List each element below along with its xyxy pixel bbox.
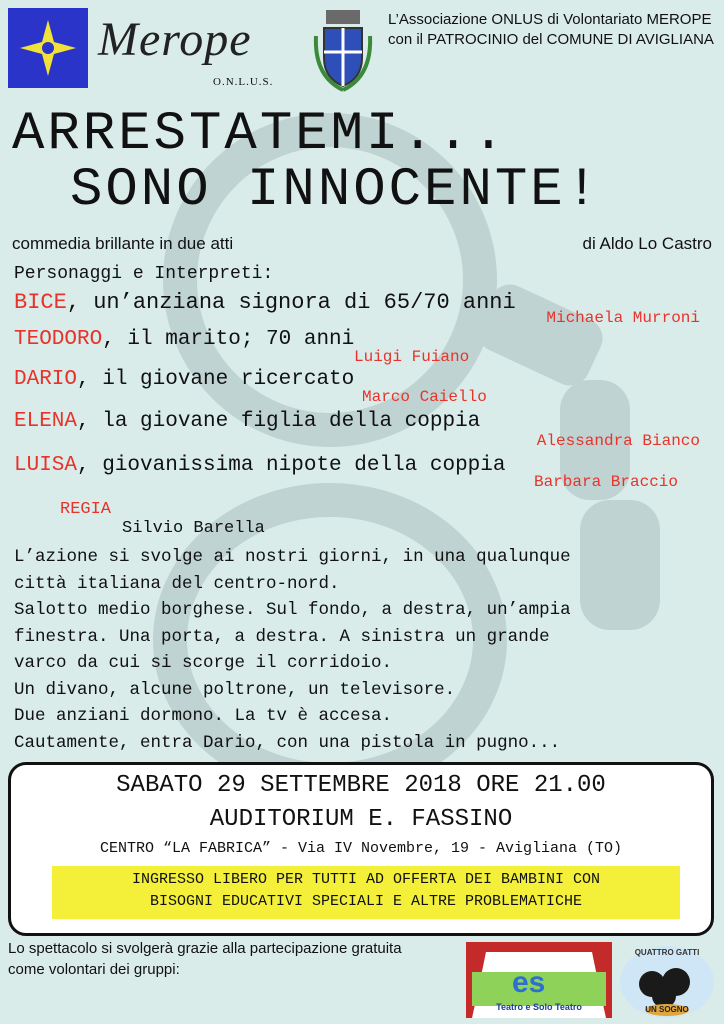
actor-name: Michaela Murroni [546,309,700,327]
direction-label: REGIA [60,500,112,519]
notice-line2: BISOGNI EDUCATIVI SPECIALI E ALTRE PROBLEMATICHE [149,893,583,910]
title-line1: ARRESTATEMI... [12,104,508,165]
synopsis-line: L’azione si svolge ai nostri giorni, in una qualunque [14,547,571,567]
group1-small-text: Teatro e Solo Teatro [496,1002,582,1012]
synopsis [14,544,571,756]
role-description: , il marito; 70 anni [102,328,355,351]
cast-line [14,290,516,315]
star-compass-icon [8,8,88,88]
association-line1: L’Associazione ONLUS di Volontariato MEROPE [388,11,712,28]
logo-tag: O.N.L.U.S. [213,76,274,88]
cast-heading: Personaggi e Interpreti: [14,264,274,284]
teatro-logo [466,942,612,1018]
association-info [388,10,714,50]
logo-name: Merope [98,13,252,66]
role-description: , giovanissima nipote della coppia [77,454,506,477]
footer-line2: come volontari dei gruppi: [8,961,180,978]
event-datetime: SABATO 29 SETTEMBRE 2018 ORE 21.00 [116,772,606,799]
notice-line1: INGRESSO LIBERO PER TUTTI AD OFFERTA DEI BAMBINI CON [131,871,601,888]
synopsis-line: Salotto medio borghese. Sul fondo, a destra, un’ampia [14,600,571,620]
synopsis-line: Due anziani dormono. La tv è accesa. [14,706,393,726]
event-address: CENTRO “LA FABRICA” - Via IV Novembre, 19 - Avigliana (TO) [99,840,623,857]
role-description: , la giovane figlia della coppia [77,410,481,433]
synopsis-line: Cautamente, entra Dario, con una pistola in pugno... [14,732,561,753]
association-line2: con il PATROCINIO del COMUNE DI AVIGLIANA [388,31,714,48]
synopsis-line: varco da cui si scorge il corridoio. [14,653,393,673]
synopsis-line: città italiana del centro-nord. [14,573,340,594]
actor-name: Luigi Fuiano [354,348,470,366]
group2-top-text: QUATTRO GATTI [634,948,700,957]
town-crest [312,6,374,92]
actor-name: Barbara Braccio [533,473,678,491]
synopsis-line: Un divano, alcune poltrone, un televisore. [14,679,456,700]
free-entry-notice [52,866,680,919]
author: di Aldo Lo Castro [582,234,712,253]
merope-logo [8,8,88,88]
actor-name: Marco Caiello [362,388,487,406]
cast-line [14,410,480,433]
synopsis-line: finestra. Una porta, a destra. A sinistra un grande [14,626,550,647]
event-venue: AUDITORIUM E. FASSINO [209,806,513,833]
subtitle: commedia brillante in due atti [12,234,234,253]
role-description: , un’anziana signora di 65/70 anni [66,290,516,315]
role-name: LUISA [14,454,78,477]
town-crest-icon [312,6,374,92]
role-name: ELENA [14,410,78,433]
group2-bottom-text: UN SOGNO [645,1005,689,1014]
cast-line [14,328,354,351]
role-description: , il giovane ricercato [77,368,355,391]
actor-name: Alessandra Bianco [536,432,700,450]
title-line2: SONO INNOCENTE! [70,160,602,221]
role-name: TEODORO [14,328,103,351]
cast-line [14,454,506,477]
group1-big-text: es [512,966,546,999]
director-name: Silvio Barella [122,519,265,538]
quattro-gatti-logo [618,942,716,1020]
footer-text [8,938,402,980]
footer-line1: Lo spettacolo si svolgerà grazie alla partecipazione gratuita [8,940,402,957]
role-name: DARIO [14,368,78,391]
cast-line [14,368,354,391]
role-name: BICE [14,290,67,315]
